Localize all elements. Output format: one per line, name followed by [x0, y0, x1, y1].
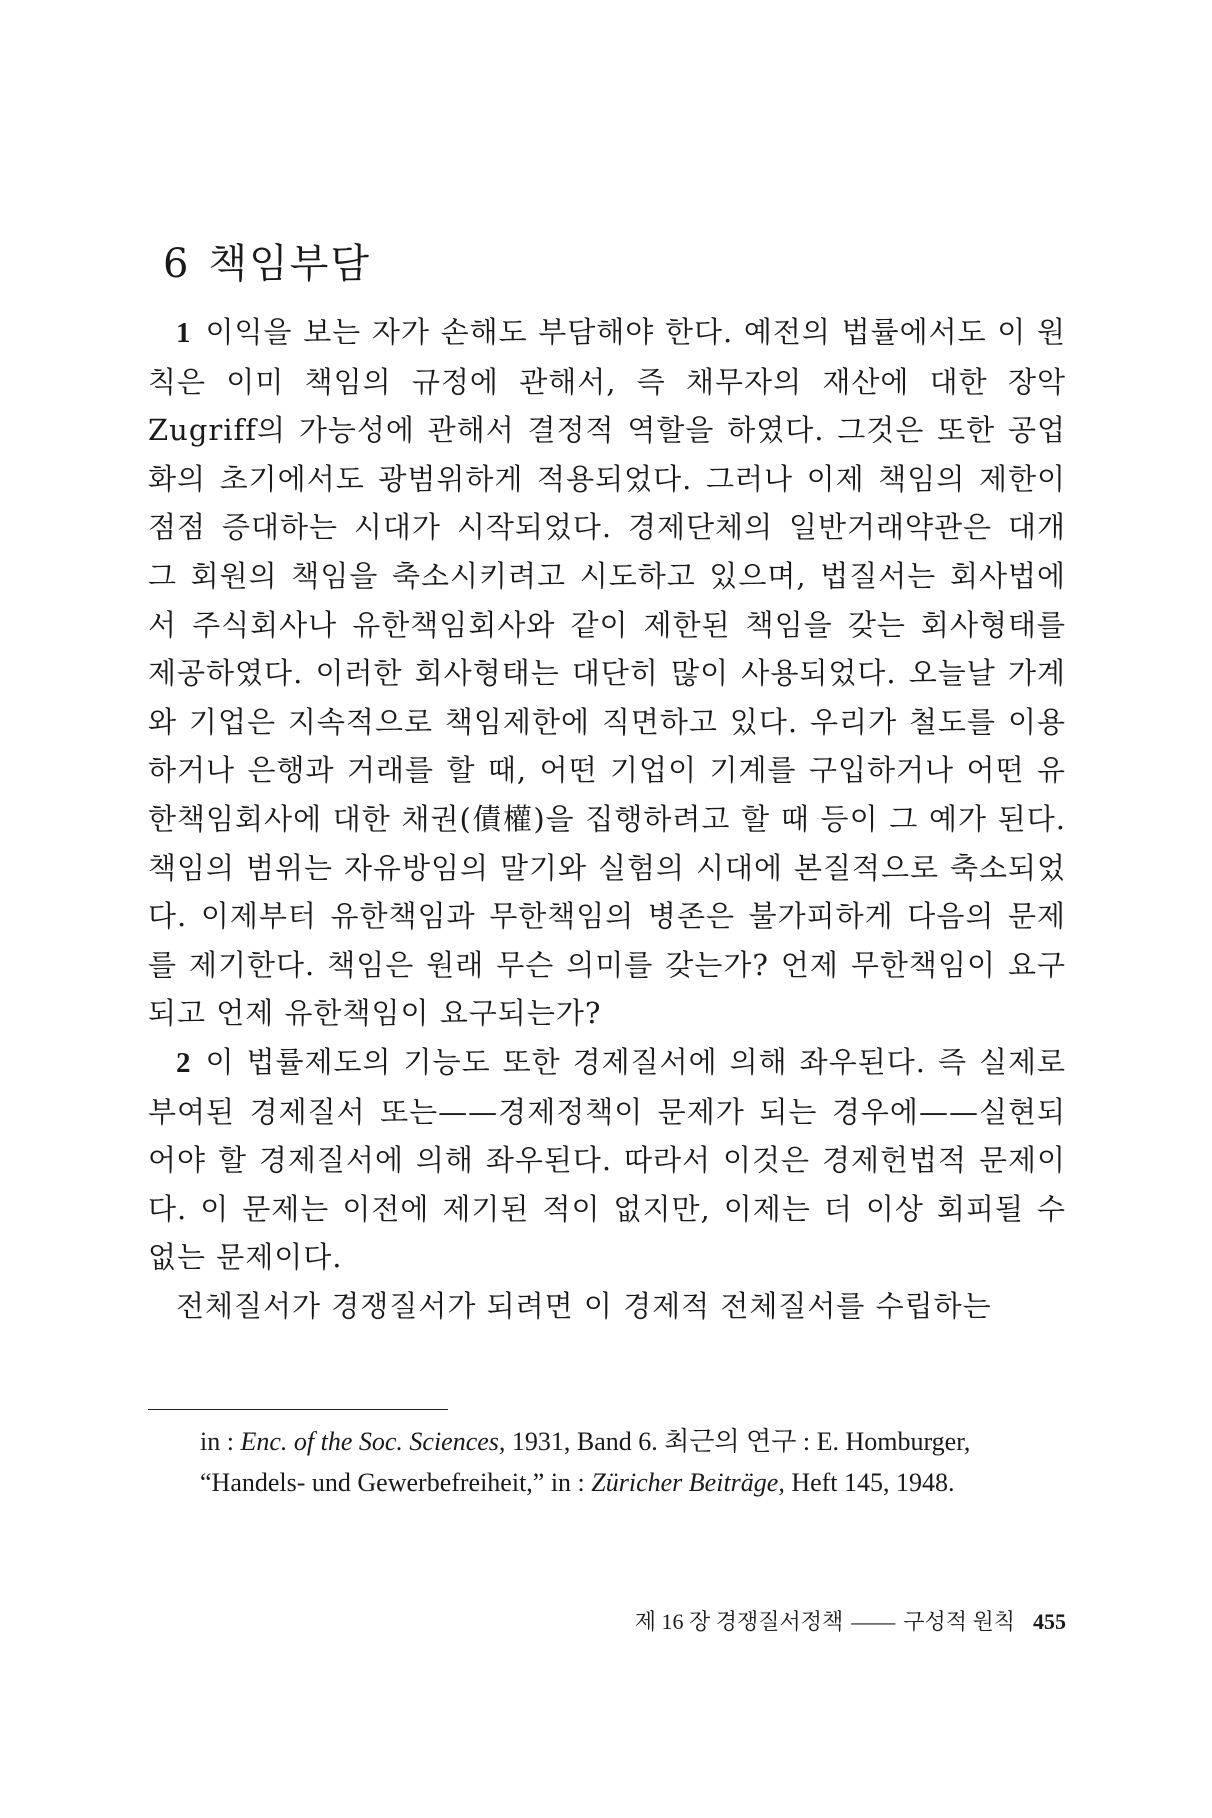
section-title: 책임부담 [208, 240, 372, 287]
paragraph-marker: 2 [176, 1046, 192, 1079]
paragraph-text: 이익을 보는 자가 손해도 부담해야 한다. 예전의 법률에서도 이 원칙은 이미 책임의 규정에 관해서, 즉 채무자의 재산에 대한 장악 Zugriff의 가능성에 관해서 결정적 역할을 하였다. 그것은 또한 공업화의 초기에서도 광범위하게 적용되었다. 그러나 이제 책임의 제한이 점점 증대하는 시대가 시작되었다. 경제단체의 일반거래약관은 대개 그 회원의 책임을 축소시키려고 시도하고 있으며, 법질서는 회사법에서 주식회사나 유한책임회사와 같이 제한된 책임을 갖는 회사형태를 제공하였다. 이러한 회사형태는 대단히 많이 사용되었다. 오늘날 가계와 기업은 지속적으로 책임제한에 직면하고 있다. 우리가 철도를 이용하거나 은행과 거래를 할 때, 어떤 기업이 기계를 구입하거나 어떤 유한책임회사에 대한 채권(債權)을 집행하려고 할 때 등이 그 예가 된다. 책임의 범위는 자유방임의 말기와 실험의 시대에 본질적으로 축소되었다. 이제부터 유한책임과 무한책임의 병존은 불가피하게 다음의 문제를 제기한다. 책임은 원래 무슨 의미를 갖는가? 언제 무한책임이 요구되고 언제 유한책임이 요구되는가? [148, 315, 1066, 1031]
body-text [148, 308, 1066, 1330]
running-footer [512, 1605, 1066, 1636]
paragraph-text: 전체질서가 경쟁질서가 되려면 이 경제적 전체질서를 수립하는 [176, 1288, 992, 1323]
page-number: 455 [1033, 1609, 1066, 1634]
footer-section: 구성적 원칙 [903, 1609, 1015, 1634]
section-heading [163, 232, 371, 289]
paragraph-3 [148, 1282, 1066, 1331]
paragraph-marker: 1 [176, 317, 192, 349]
footnote-divider [148, 1409, 448, 1410]
footer-chapter: 제 16 장 경쟁질서정책 [634, 1609, 844, 1634]
footnote-text: Heft 145, 1948. [784, 1468, 955, 1497]
footer-separator: —— [851, 1609, 896, 1634]
footnote-text: in : [200, 1427, 241, 1456]
paragraph-text: 이 법률제도의 기능도 또한 경제질서에 의해 좌우된다. 즉 실제로 부여된 경제질서 또는——경제정책이 문제가 되는 경우에——실현되어야 할 경제질서에 의해 좌우된다. 따라서 이것은 경제헌법적 문제이다. 이 문제는 이전에 제기된 적이 없지만, 이제는 더 이상 회피될 수 없는 문제이다. [148, 1044, 1066, 1275]
footnote [200, 1421, 1066, 1503]
footnote-text: 1931, Band 6. 최근의 연구 : E. Homburger, “Handels- und Gewerbefreiheit,” in : [200, 1427, 971, 1497]
section-number: 6 [163, 240, 191, 287]
paragraph-2 [148, 1038, 1066, 1282]
paragraph-1 [148, 308, 1066, 1038]
footnote-source-title: Züricher Beiträge, [591, 1468, 785, 1497]
footnote-source-title: Enc. of the Soc. Sciences, [240, 1427, 506, 1456]
